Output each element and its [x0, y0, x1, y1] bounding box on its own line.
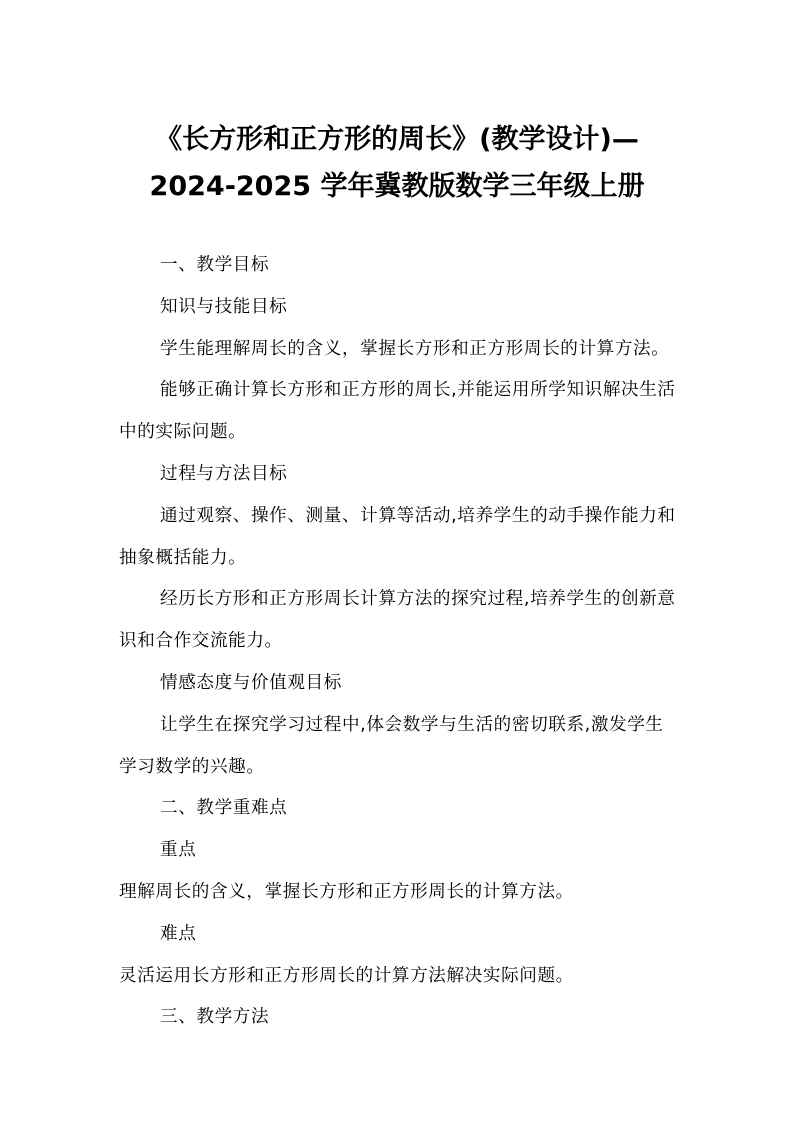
document-title-line-1: 《长方形和正方形的周长》(教学设计)—: [155, 124, 639, 155]
paragraph: 灵活运用长方形和正方形周长的计算方法解决实际问题。: [119, 965, 574, 986]
section-heading-teaching-methods: 三、教学方法: [160, 1007, 270, 1028]
section-heading-teaching-objectives: 一、教学目标: [160, 255, 270, 275]
subheading-key-points: 重点: [160, 840, 197, 861]
subheading-difficult-points: 难点: [160, 923, 197, 944]
document-body: [119, 245, 679, 1039]
document-title-line-2: 2024-2025 学年冀教版数学三年级上册: [149, 171, 645, 202]
paragraph: 学生能理解周长的含义，掌握长方形和正方形周长的计算方法。: [160, 338, 670, 359]
paragraph: 让学生在探究学习过程中,体会数学与生活的密切联系,激发学生学习数学的兴趣。: [119, 714, 664, 777]
paragraph: 理解周长的含义，掌握长方形和正方形周长的计算方法。: [119, 881, 574, 902]
paragraph: 通过观察、操作、测量、计算等活动,培养学生的动手操作能力和抽象概括能力。: [119, 505, 676, 568]
paragraph: 能够正确计算长方形和正方形的周长,并能运用所学知识解决生活中的实际问题。: [119, 380, 676, 443]
section-heading-key-difficult-points: 二、教学重难点: [160, 798, 288, 819]
subheading-knowledge-skills: 知识与技能目标: [160, 296, 288, 317]
subheading-process-methods: 过程与方法目标: [160, 463, 288, 484]
subheading-attitudes-values: 情感态度与价值观目标: [160, 672, 342, 693]
paragraph: 经历长方形和正方形周长计算方法的探究过程,培养学生的创新意识和合作交流能力。: [119, 589, 676, 652]
